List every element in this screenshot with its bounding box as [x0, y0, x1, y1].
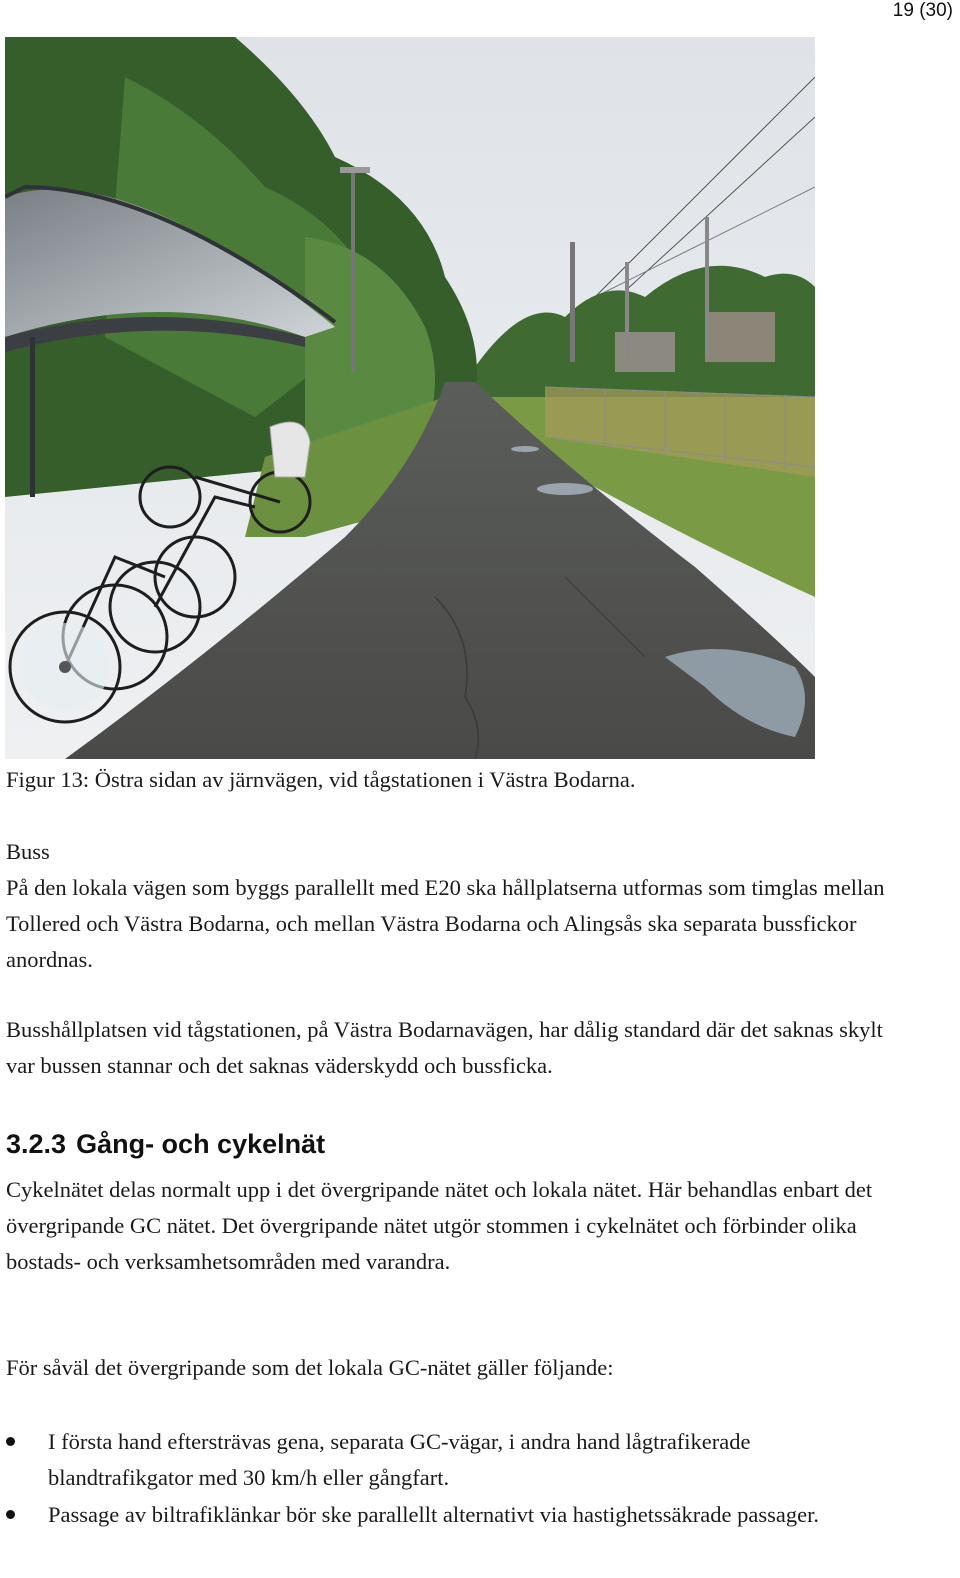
bus-section — [6, 834, 886, 978]
section-number: 3.2.3 — [6, 1129, 67, 1159]
gc-paragraph: För såväl det övergripande som det lokala GC-nätet gäller följande: — [6, 1355, 614, 1380]
cykel-paragraph: Cykelnätet delas normalt upp i det övergripande nätet och lokala nätet. Här behandlas enbart det övergripande GC nätet. Det övergripande nätet utgör stommen i cykelnätet och förbinder olika bostads- och verksamhetsområden med varandra. — [6, 1177, 873, 1274]
bus-paragraph-1: På den lokala vägen som byggs parallellt med E20 ska hållplatserna utformas som timglas mellan Tollered och Västra Bodarna, och mellan Västra Bodarna och Alingsås ska separata bussfickor anordnas. — [6, 875, 885, 972]
section-heading — [6, 1124, 325, 1164]
bus-paragraph-2: Busshållplatsen vid tågstationen, på Västra Bodarnavägen, har dålig standard där det saknas skylt var bussen stannar och det saknas väderskydd och bussficka. — [6, 1017, 883, 1078]
bullet-icon — [6, 1510, 15, 1519]
page-number: 19 (30) — [892, 0, 953, 21]
list-item-text: Passage av biltrafiklänkar bör ske parallellt alternativt via hastighetssäkrade passager. — [48, 1502, 819, 1527]
bullet-icon — [6, 1437, 15, 1446]
bus-heading: Buss — [6, 839, 50, 864]
list-item-text: I första hand eftersträvas gena, separata GC-vägar, i andra hand lågtrafikerade blandtrafikgator med 30 km/h eller gångfart. — [48, 1429, 751, 1490]
section-title: Gång- och cykelnät — [76, 1129, 326, 1159]
list-item — [0, 1497, 900, 1533]
figure-caption: Figur 13: Östra sidan av järnvägen, vid tågstationen i Västra Bodarna. — [6, 767, 636, 792]
list-item — [0, 1424, 900, 1496]
figure-photo — [5, 37, 815, 759]
bullet-list — [0, 1424, 900, 1534]
